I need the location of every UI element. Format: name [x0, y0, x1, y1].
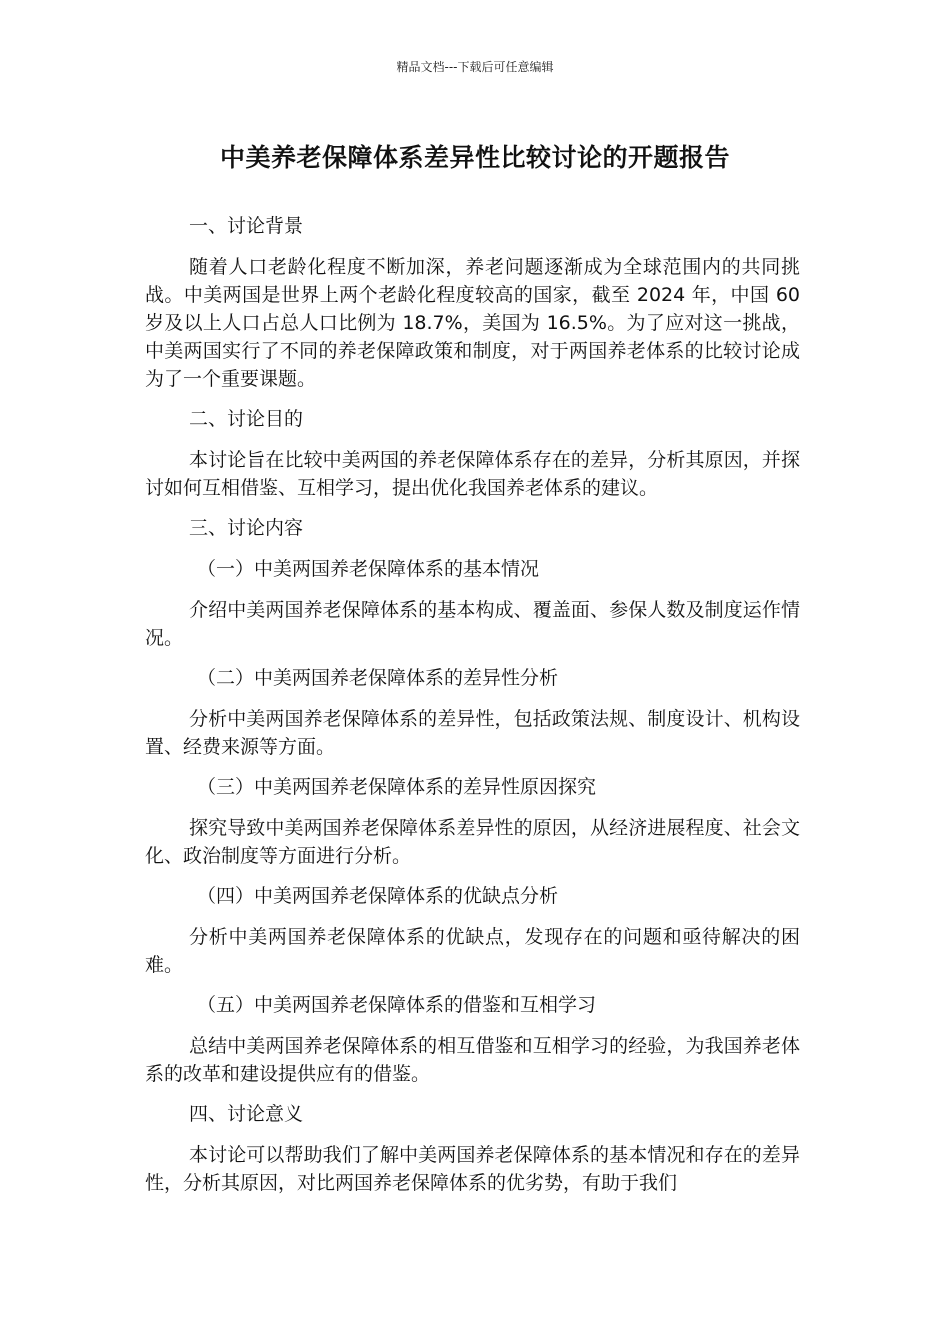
subheading-mutual-learning: （五）中美两国养老保障体系的借鉴和互相学习	[197, 994, 597, 1016]
section-heading-purpose: 二、讨论目的	[189, 408, 304, 430]
paragraph-pros-cons: 分析中美两国养老保障体系的优缺点，发现存在的问题和亟待解决的困难。	[145, 926, 800, 976]
paragraph-mutual-learning: 总结中美两国养老保障体系的相互借鉴和互相学习的经验，为我国养老体系的改革和建设提供应有的借鉴。	[145, 1035, 800, 1085]
subheading-difference-analysis: （二）中美两国养老保障体系的差异性分析	[197, 667, 559, 689]
paragraph-purpose: 本讨论旨在比较中美两国的养老保障体系存在的差异，分析其原因，并探讨如何互相借鉴、互相学习，提出优化我国养老体系的建议。	[145, 449, 800, 499]
paragraph-difference-causes: 探究导致中美两国养老保障体系差异性的原因，从经济进展程度、社会文化、政治制度等方面进行分析。	[145, 817, 800, 867]
paragraph-basic-situation: 介绍中美两国养老保障体系的基本构成、覆盖面、参保人数及制度运作情况。	[145, 599, 800, 649]
paragraph-background: 随着人口老龄化程度不断加深，养老问题逐渐成为全球范围内的共同挑战。中美两国是世界上两个老龄化程度较高的国家，截至 2024 年，中国 60 岁及以上人口占总人口比例为 18.7%，美国为 16.5%。为了应对这一挑战，中美两国实行了不同的养老保障政策和制度，对于两国养老体系的比较讨论成为了一个重要课题。	[145, 256, 800, 390]
document-title: 中美养老保障体系差异性比较讨论的开题报告	[219, 143, 730, 172]
paragraph-difference-analysis: 分析中美两国养老保障体系的差异性，包括政策法规、制度设计、机构设置、经费来源等方面。	[145, 708, 800, 758]
header-note: 精品文档---下载后可任意编辑	[396, 60, 554, 74]
paragraph-significance: 本讨论可以帮助我们了解中美两国养老保障体系的基本情况和存在的差异性，分析其原因，对比两国养老保障体系的优劣势，有助于我们	[145, 1144, 800, 1194]
subheading-pros-cons: （四）中美两国养老保障体系的优缺点分析	[197, 885, 559, 907]
subheading-basic-situation: （一）中美两国养老保障体系的基本情况	[197, 558, 540, 580]
section-heading-background: 一、讨论背景	[189, 215, 304, 237]
section-heading-significance: 四、讨论意义	[189, 1103, 304, 1125]
document-body	[145, 212, 800, 1209]
subheading-difference-causes: （三）中美两国养老保障体系的差异性原因探究	[197, 776, 597, 798]
section-heading-content: 三、讨论内容	[189, 517, 304, 539]
